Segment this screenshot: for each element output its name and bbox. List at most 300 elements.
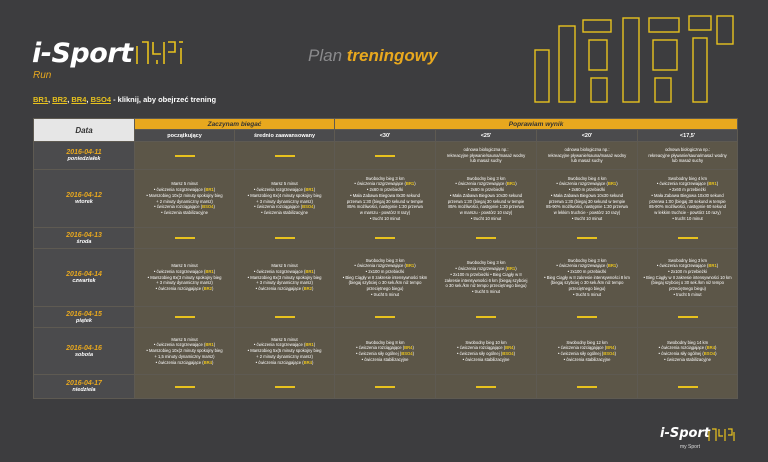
- rest-dash: [678, 316, 698, 318]
- decorative-mark-icon: [531, 12, 736, 107]
- date-label: 2016-04-11: [66, 149, 102, 156]
- training-cell: [235, 249, 335, 307]
- training-text: • Marszobieg 8x(3 minuty spokojny bieg: [147, 274, 222, 280]
- training-text: Swobodny bieg 3 km: [668, 257, 707, 263]
- table-row: [34, 170, 738, 228]
- training-text: ): [715, 345, 717, 351]
- brand-logo: i-Sport: [32, 38, 133, 69]
- training-cell: [537, 328, 638, 375]
- training-text: lub masaż suchy: [671, 158, 704, 164]
- training-text: • ćwiczenia stabilizacyjne: [261, 209, 308, 215]
- training-text: ): [414, 263, 416, 269]
- training-text: + 2 minuty dynamiczny marsz): [156, 198, 213, 204]
- training-text: • ćwiczenia siły ogólnej (: [658, 351, 704, 356]
- training-text: przeciętnego biegu): [568, 286, 606, 291]
- header-data: Data: [34, 119, 135, 142]
- rest-dash: [375, 316, 395, 318]
- workout-code-link[interactable]: BSO4: [603, 351, 615, 356]
- rest-dash: [476, 386, 496, 388]
- training-text: ): [715, 351, 717, 356]
- training-text: ): [614, 351, 617, 356]
- training-text: • Marszobieg 8x(4 minuty spokojny bieg: [247, 192, 322, 198]
- footer-logo: i-Sport: [660, 426, 711, 441]
- workout-code-link[interactable]: BSO4: [202, 204, 214, 210]
- training-line: [238, 360, 331, 366]
- workout-code-link[interactable]: BR1: [305, 187, 314, 193]
- training-cell: [537, 375, 638, 399]
- training-text: • 2x100 m przebieżki: [365, 268, 405, 274]
- training-text: • ćwiczenia siły ogólnej (: [557, 351, 604, 356]
- training-cell: [537, 228, 638, 249]
- workout-code-link[interactable]: BR1: [405, 263, 415, 269]
- workout-code-link[interactable]: BR1: [708, 181, 717, 187]
- rest-dash: [275, 155, 295, 157]
- training-text: (biegaj szybciej o 30 sek./km niż tempo: [550, 280, 624, 286]
- training-cell: [537, 170, 638, 228]
- link-br2[interactable]: BR2: [52, 95, 68, 104]
- training-text: odnowa biologiczna np.:: [463, 146, 509, 152]
- workout-code-link[interactable]: BR4: [606, 345, 615, 351]
- workout-links: BR1, BR2, BR4, BSO4 - kliknij, aby obejrzeć trening: [33, 95, 217, 104]
- training-text: • ćwiczenia stabilizacyjne: [361, 356, 409, 362]
- column-header: średnio zaawansowany: [235, 130, 335, 142]
- training-cell: [537, 142, 638, 170]
- training-cell: [135, 249, 235, 307]
- training-text: • ćwiczenia siły ogólnej (: [456, 351, 503, 356]
- page-title-word2: treningowy: [346, 46, 438, 65]
- training-text: • 2x100 m przebieżki: [668, 268, 707, 274]
- training-text: • ćwiczenia rozgrzewające (: [556, 263, 608, 269]
- training-text: • trucht 5 minut: [573, 291, 602, 297]
- training-text: • ćwiczenia rozgrzewające (: [153, 187, 206, 193]
- workout-code-link[interactable]: BR1: [607, 181, 617, 187]
- page-title-word1: Plan: [308, 46, 343, 65]
- training-line: [338, 357, 432, 363]
- training-line: [439, 158, 533, 164]
- training-text: ): [616, 263, 618, 269]
- training-line: [439, 357, 533, 363]
- workout-code-link[interactable]: BR1: [305, 268, 314, 274]
- training-text: ): [513, 345, 515, 351]
- table-row: [34, 328, 738, 375]
- link-br1[interactable]: BR1: [33, 95, 49, 104]
- training-text: Swobodny bieg 3 km: [567, 257, 607, 263]
- training-text: • Mała Zabawa Biegowa 10x30 sekund: [550, 192, 624, 198]
- workout-code-link[interactable]: BR1: [506, 266, 516, 272]
- column-header: początkujący: [135, 130, 235, 142]
- training-text: ): [313, 204, 315, 210]
- date-cell: [34, 170, 135, 228]
- training-cell: [436, 328, 537, 375]
- training-text: ): [312, 286, 314, 291]
- rest-dash: [175, 155, 195, 157]
- training-text: • ćwiczenia rozciągające (: [254, 204, 303, 210]
- training-text: ): [716, 263, 719, 269]
- weekday-label: piątek: [76, 317, 92, 324]
- rest-dash: [275, 316, 295, 318]
- training-cell: [436, 142, 537, 170]
- training-text: ): [213, 342, 216, 348]
- training-text: • ćwiczenia rozgrzewające (: [656, 181, 709, 187]
- training-text: ): [213, 187, 216, 193]
- training-text: lub masaż suchy: [470, 158, 502, 164]
- training-text: ): [513, 351, 516, 356]
- date-label: 2016-04-13: [66, 231, 102, 239]
- date-cell: [34, 375, 135, 399]
- training-text: ): [616, 181, 618, 187]
- training-text: • 2x60 m przebieżki: [467, 187, 505, 193]
- training-text: • 2x100 m przebieżki: [567, 268, 607, 274]
- training-cell: [537, 307, 638, 328]
- table-row: [34, 375, 738, 399]
- training-line: [439, 216, 533, 222]
- group-header-improve: Poprawiam wynik: [335, 119, 738, 130]
- training-cell: [335, 142, 436, 170]
- training-text: Swobodny bieg 4 km: [567, 175, 607, 181]
- training-cell: [436, 375, 537, 399]
- training-text: przerwa 1:00 (biegaj 30 sekund w tempie: [649, 198, 726, 204]
- training-cell: [436, 170, 537, 228]
- workout-code-link[interactable]: BR2: [203, 286, 212, 291]
- training-cell: [335, 170, 436, 228]
- training-line: [540, 357, 634, 363]
- column-header: <25': [436, 130, 537, 142]
- rest-dash: [175, 316, 195, 318]
- training-cell: [638, 328, 738, 375]
- training-text: przerwa 1:30 (biegaj 30 sekund w tempie: [548, 198, 626, 204]
- training-text: Swobodny bieg 12 km: [566, 339, 608, 345]
- training-text: • 2x60 m przebieżki: [669, 187, 706, 193]
- training-text: ): [313, 268, 316, 274]
- training-text: • ćwiczenia rozgrzewające (: [455, 181, 507, 187]
- training-line: [641, 158, 734, 164]
- training-text: • ćwiczenia stabilizacyjne: [462, 356, 510, 362]
- training-text: w lekkim truchcie - powtórz 10 razy): [654, 209, 721, 215]
- training-text: Swobodny bieg 8 km: [365, 339, 405, 345]
- training-text: • Marszobieg 10x(2 minuty spokojny bieg: [146, 348, 223, 354]
- training-text: zakresie intensywności 6 km (biegaj szybciej: [444, 277, 528, 283]
- training-cell: [235, 375, 335, 399]
- training-text: • ćwiczenia rozciągające (: [155, 359, 204, 365]
- workout-code-link[interactable]: BR1: [205, 268, 214, 274]
- training-text: • 2x60 m przebieżki: [568, 187, 606, 193]
- training-text: rekreacyjne pływanie/sauna/masaż wodny: [446, 152, 526, 158]
- training-text: Marsz 5 minut: [271, 263, 298, 269]
- weekday-label: niedziela: [72, 387, 96, 393]
- training-cell: [135, 375, 235, 399]
- links-suffix: - kliknij, aby obejrzeć trening: [111, 95, 217, 104]
- training-text: przerwa 1:30 (biegaj 30 sekund w tempie: [346, 198, 424, 204]
- rest-dash: [577, 386, 597, 388]
- training-cell: [638, 142, 738, 170]
- link-br4[interactable]: BR4: [71, 95, 87, 104]
- workout-code-link[interactable]: BR1: [708, 263, 717, 269]
- training-text: • Bieg Ciągły w II zakresie intensywności 5km: [342, 274, 428, 280]
- training-text: ): [312, 359, 314, 365]
- rest-dash: [577, 316, 597, 318]
- training-text: • ćwiczenia stabilizacyjne: [563, 356, 611, 362]
- workout-code-link[interactable]: BSO4: [401, 351, 413, 356]
- training-line: [439, 289, 533, 295]
- date-label: 2016-04-16: [66, 344, 102, 352]
- training-cell: [335, 228, 436, 249]
- training-text: • trucht 10 minut: [571, 215, 603, 221]
- date-label: 2016-04-15: [66, 310, 102, 318]
- training-line: [138, 286, 231, 292]
- training-text: • Mała Zabawa Biegowa 10x30 sekund: [651, 192, 724, 198]
- workout-code-link[interactable]: BR2: [303, 286, 312, 291]
- training-text: (biegaj szybciej o 30 sek./km niż tempo: [651, 280, 724, 286]
- training-text: lub masaż suchy: [571, 158, 603, 164]
- training-text: • ćwiczenia stabilizacyjne: [664, 356, 711, 362]
- training-cell: [638, 228, 738, 249]
- training-text: • ćwiczenia rozgrzewające (: [253, 187, 306, 193]
- training-text: Swobodny bieg 4 km: [668, 175, 707, 181]
- training-text: • ćwiczenia rozgrzewające (: [153, 342, 206, 348]
- table-row: [34, 142, 738, 170]
- footer-mark-icon: [708, 428, 736, 442]
- date-cell: [34, 307, 135, 328]
- training-text: 85-90% możliwości, następnie 1:30 przerwa: [546, 204, 628, 210]
- training-cell: [335, 375, 436, 399]
- training-cell: [235, 307, 335, 328]
- training-line: [641, 292, 734, 298]
- training-line: [641, 216, 734, 222]
- column-header: <17,5': [638, 130, 738, 142]
- training-line: [540, 158, 634, 164]
- training-text: • ćwiczenia rozciągające (: [457, 345, 506, 351]
- date-cell: [34, 142, 135, 170]
- date-cell: [34, 228, 135, 249]
- date-label: 2016-04-17: [66, 380, 102, 387]
- training-line: [138, 360, 231, 366]
- training-text: ): [412, 351, 415, 356]
- training-line: [540, 292, 634, 298]
- training-text: ): [213, 268, 216, 274]
- rest-dash: [476, 316, 496, 318]
- training-text: + 3 minuty dynamiczny marsz): [256, 280, 313, 286]
- weekday-label: czwartek: [72, 278, 96, 284]
- training-text: Marsz 5 minut: [171, 181, 198, 187]
- training-text: • ćwiczenia stabilizacyjne: [161, 209, 208, 215]
- training-text: ): [212, 359, 214, 365]
- training-cell: [436, 307, 537, 328]
- training-text: • ćwiczenia siły ogólnej (: [355, 351, 402, 356]
- training-text: Swobodny bieg 3 km: [466, 260, 506, 266]
- training-line: [138, 210, 231, 216]
- training-text: ): [412, 345, 414, 351]
- training-text: Swobodny bieg 3 km: [365, 175, 405, 181]
- weekday-label: wtorek: [75, 199, 93, 205]
- training-text: • ćwiczenia rozciągające (: [255, 359, 304, 365]
- training-cell: [135, 142, 235, 170]
- date-cell: [34, 328, 135, 375]
- group-header-start: Zaczynam biegać: [135, 119, 335, 130]
- workout-code-link[interactable]: BR4: [706, 345, 716, 351]
- training-text: • trucht 5 minut: [371, 291, 400, 297]
- rest-dash: [375, 237, 395, 239]
- training-cell: [335, 249, 436, 307]
- training-text: + 3 minuty dynamiczny marsz): [256, 198, 313, 204]
- workout-code-link[interactable]: BR4: [303, 359, 312, 365]
- training-text: • Mała Zabawa Biegowa 8x30 sekund: [350, 192, 420, 198]
- training-text: Marsz 5 minut: [271, 181, 298, 187]
- training-text: Swobodny bieg 14 km: [666, 339, 709, 345]
- workout-code-link[interactable]: BSO4: [703, 351, 716, 356]
- training-text: • 2x100 m przebieżki • Bieg Ciągły w II: [450, 271, 522, 277]
- workout-code-link[interactable]: BR1: [607, 263, 617, 269]
- rest-dash: [678, 237, 698, 239]
- training-text: o 30 sek./km niż tempo przeciętnego biegu): [445, 283, 527, 289]
- training-cell: [235, 328, 335, 375]
- training-text: ): [212, 286, 214, 291]
- training-text: • ćwiczenia rozciągające (: [255, 286, 304, 291]
- training-text: + 2 minuty dynamiczny marsz): [256, 353, 313, 359]
- footer-sub: my Sport: [680, 444, 701, 450]
- brand-sub: Run: [33, 70, 52, 81]
- table-row: [34, 307, 738, 328]
- workout-code-link[interactable]: BR4: [203, 359, 212, 365]
- training-text: w marszu - powtórz 8 razy): [359, 209, 411, 215]
- training-line: [338, 292, 432, 298]
- training-cell: [537, 249, 638, 307]
- training-text: ): [614, 345, 616, 351]
- training-cell: [436, 249, 537, 307]
- training-text: ): [313, 342, 316, 348]
- column-header: <30': [335, 130, 436, 142]
- page-title: [308, 46, 437, 66]
- training-text: • trucht 10 minut: [672, 215, 703, 221]
- training-cell: [235, 142, 335, 170]
- workout-code-link[interactable]: BR1: [305, 342, 314, 348]
- training-line: [238, 210, 331, 216]
- training-cell: [135, 170, 235, 228]
- date-label: 2016-04-14: [66, 271, 102, 278]
- training-text: • 2x60 m przebieżki: [366, 187, 404, 193]
- training-text: ): [313, 187, 316, 193]
- training-text: w lekkim truchcie - powtórz 10 razy): [553, 209, 621, 215]
- training-text: przerwa 1:30 (biegaj 30 sekund w tempie: [447, 198, 525, 204]
- training-text: przeciętnego biegu): [366, 286, 404, 291]
- training-text: • ćwiczenia rozciągające (: [558, 345, 607, 351]
- training-text: 85-90% możliwości, następnie 60 sekund: [649, 204, 726, 210]
- training-text: • ćwiczenia rozgrzewające (: [354, 181, 406, 187]
- date-cell: [34, 249, 135, 307]
- training-text: Marsz 5 minut: [171, 263, 198, 269]
- weekday-label: poniedziałek: [67, 156, 101, 162]
- weekday-label: sobota: [74, 351, 94, 358]
- rest-dash: [275, 237, 295, 239]
- rest-dash: [375, 386, 395, 388]
- table-row: [34, 228, 738, 249]
- training-cell: [135, 328, 235, 375]
- training-text: • Marszobieg 10x(2 minuty spokojny bieg: [146, 192, 223, 198]
- training-text: ): [716, 181, 719, 187]
- training-text: ): [515, 181, 517, 187]
- workout-code-link[interactable]: BR1: [205, 342, 214, 348]
- rest-dash: [678, 386, 698, 388]
- training-text: • ćwiczenia rozgrzewające (: [556, 181, 608, 187]
- training-line: [641, 357, 734, 363]
- training-cell: [135, 307, 235, 328]
- training-text: • ćwiczenia rozciągające (: [154, 204, 203, 210]
- training-text: • ćwiczenia rozciągające (: [658, 345, 707, 351]
- training-text: • trucht 5 minut: [673, 291, 702, 297]
- training-cell: [638, 249, 738, 307]
- training-text: 85% możliwości, następnie 1:30 przerwa: [448, 204, 524, 210]
- training-text: Marsz 5 minut: [171, 336, 198, 342]
- training-text: • ćwiczenia rozgrzewające (: [253, 342, 306, 348]
- training-text: Swobodny bieg 3 km: [466, 175, 506, 181]
- training-text: • ćwiczenia rozgrzewające (: [153, 268, 206, 274]
- workout-code-link[interactable]: BR4: [505, 345, 514, 351]
- training-text: Swobodny bieg 3 km: [365, 257, 405, 263]
- training-cell: [436, 228, 537, 249]
- training-text: • Bieg Ciągły w II zakresie intensywności 10 km: [643, 274, 732, 280]
- link-bso4[interactable]: BSO4: [90, 95, 111, 104]
- training-text: 85% możliwości, następnie 1:30 przerwa: [347, 204, 423, 210]
- workout-code-link[interactable]: BR1: [506, 181, 516, 187]
- rest-dash: [577, 237, 597, 239]
- training-text: • ćwiczenia rozgrzewające (: [253, 268, 306, 274]
- training-text: • Marszobieg 5x(5 minuty spokojny bieg: [247, 348, 322, 354]
- workout-code-link[interactable]: BSO4: [302, 204, 314, 210]
- training-text: Marsz 5 minut: [271, 336, 298, 342]
- rest-dash: [476, 237, 496, 239]
- workout-code-link[interactable]: BR4: [404, 345, 413, 351]
- training-cell: [235, 228, 335, 249]
- workout-code-link[interactable]: BR1: [405, 181, 415, 187]
- training-text: • ćwiczenia rozgrzewające (: [455, 266, 507, 272]
- training-text: ): [515, 266, 517, 272]
- training-text: • trucht 10 minut: [369, 215, 401, 221]
- training-table: [33, 118, 738, 399]
- rest-dash: [175, 237, 195, 239]
- workout-code-link[interactable]: BR1: [205, 187, 214, 193]
- training-text: • ćwiczenia rozciągające (: [155, 286, 204, 291]
- training-cell: [638, 307, 738, 328]
- training-text: odnowa biologiczna np.:: [564, 146, 610, 152]
- training-line: [238, 286, 331, 292]
- training-cell: [638, 375, 738, 399]
- training-cell: [335, 328, 436, 375]
- training-text: rekreacyjne pływanie/sauna/masaż wodny: [648, 152, 727, 158]
- training-text: • ćwiczenia rozgrzewające (: [354, 263, 406, 269]
- training-text: • ćwiczenia rozciągające (: [356, 345, 405, 351]
- training-cell: [235, 170, 335, 228]
- training-text: odnowa biologiczna np.:: [665, 146, 710, 152]
- training-text: ): [213, 204, 215, 210]
- rest-dash: [275, 386, 295, 388]
- training-text: • ćwiczenia rozgrzewające (: [656, 263, 709, 269]
- date-label: 2016-04-12: [66, 192, 102, 199]
- training-text: w marszu - powtórz 10 razy): [459, 209, 513, 215]
- brand-mark-icon: [135, 40, 185, 66]
- rest-dash: [375, 155, 395, 157]
- training-cell: [638, 170, 738, 228]
- weekday-label: środa: [76, 238, 92, 245]
- workout-code-link[interactable]: BSO4: [502, 351, 514, 356]
- training-text: + 1,5 minuty dynamiczny marsz): [154, 353, 215, 359]
- training-text: rekreacyjne pływanie/sauna/masaż wodny: [547, 152, 627, 158]
- column-header: <20': [537, 130, 638, 142]
- training-text: • Marszobieg 8x(3 minuty spokojny bieg: [247, 274, 322, 280]
- training-cell: [335, 307, 436, 328]
- training-line: [540, 216, 634, 222]
- training-text: • Mała Zabawa Biegowa 10x30 sekund: [449, 192, 523, 198]
- training-text: • trucht 10 minut: [470, 215, 502, 221]
- training-text: ): [414, 181, 416, 187]
